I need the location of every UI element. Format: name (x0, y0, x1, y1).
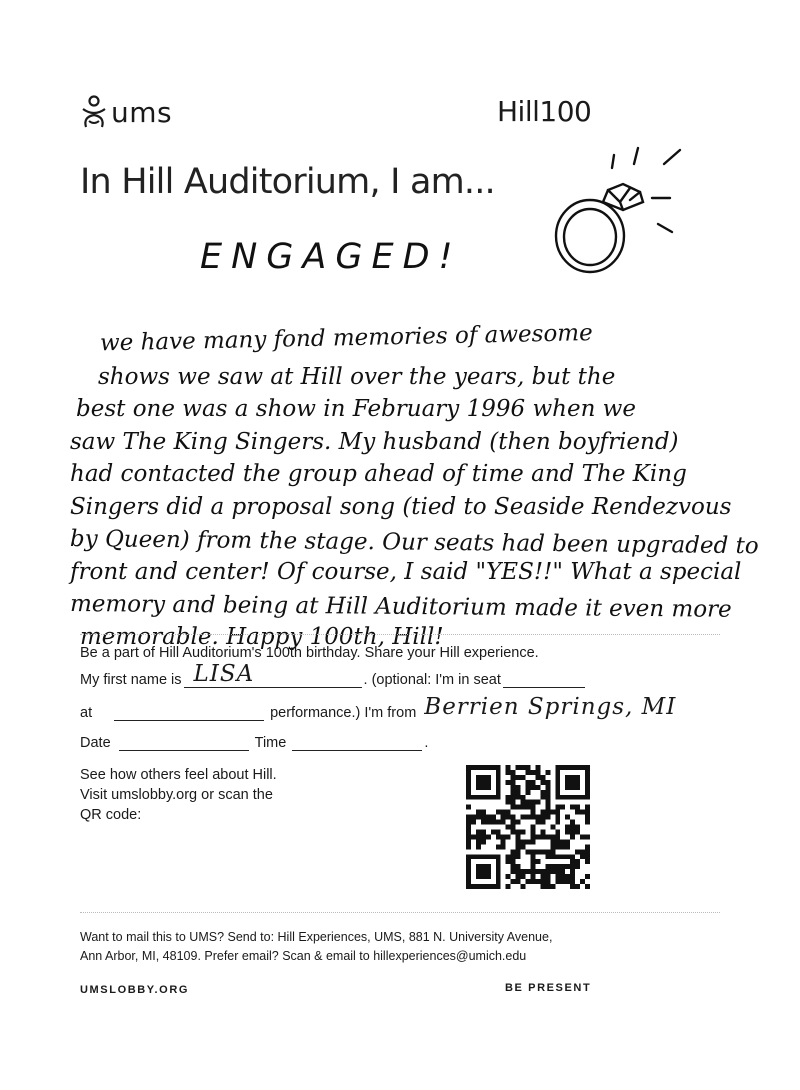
qr-code-icon[interactable] (466, 765, 590, 889)
time-field[interactable] (292, 733, 422, 751)
mail-line: Want to mail this to UMS? Send to: Hill Experiences, UMS, 881 N. University Avenue, (80, 930, 553, 944)
seat-field[interactable] (503, 670, 585, 688)
campaign-tag: Hill100 (497, 95, 592, 128)
performance-row (80, 694, 677, 721)
ums-logo (80, 92, 172, 132)
ums-figure-logo-icon (80, 95, 108, 129)
seat-label: . (optional: I'm in seat (363, 672, 501, 688)
date-time-row (80, 733, 428, 751)
mail-line: Ann Arbor, MI, 48109. Prefer email? Scan & email to hillexperiences@umich.edu (80, 949, 527, 963)
visit-instructions (80, 765, 277, 825)
performance-field[interactable] (114, 703, 264, 721)
story-line: by Queen) from the stage. Our seats had been upgraded to (69, 526, 759, 560)
footer-website[interactable]: UMSLOBBY.ORG (80, 984, 190, 996)
page-title: In Hill Auditorium, I am... (80, 162, 495, 202)
handwritten-status: ENGAGED! (200, 237, 462, 277)
story-line: saw The King Singers. My husband (then boyfriend) (70, 428, 679, 455)
name-label: My first name is (80, 672, 182, 688)
date-field[interactable] (119, 733, 249, 751)
story-line: Singers did a proposal song (tied to Seaside Rendezvous (70, 493, 732, 520)
form-intro: Be a part of Hill Auditorium's 100th birthday. Share your Hill experience. (80, 645, 539, 661)
visit-line: Visit umslobby.org or scan the (80, 787, 273, 803)
logo-text: ums (111, 95, 173, 129)
footer-tagline: BE PRESENT (505, 982, 592, 994)
hometown-value: Berrien Springs, MI (424, 694, 677, 720)
mail-instructions (80, 928, 552, 966)
visit-line: QR code: (80, 807, 142, 823)
divider (80, 912, 720, 913)
name-field[interactable] (184, 661, 362, 688)
end-period: . (424, 735, 429, 751)
date-label: Date (80, 735, 111, 751)
hometown-field[interactable] (418, 694, 677, 721)
story-line: had contacted the group ahead of time and The King (70, 461, 687, 487)
story-line: shows we saw at Hill over the years, but the (98, 363, 616, 390)
story-line: we have many fond memories of awesome (99, 320, 593, 357)
story-line: best one was a show in February 1996 when we (76, 396, 636, 422)
visit-line: See how others feel about Hill. (80, 767, 277, 783)
story-line: memory and being at Hill Auditorium made it even more (69, 591, 732, 623)
diamond-ring-icon (548, 140, 698, 285)
time-label: Time (254, 735, 287, 751)
name-row (80, 661, 587, 688)
story-line: memorable. Happy 100th, Hill! (80, 623, 444, 650)
story-line: front and center! Of course, I said "YES!!" What a special (70, 558, 742, 585)
name-value: LISA (193, 661, 255, 687)
handwritten-story (69, 320, 780, 653)
at-label: at (80, 705, 93, 721)
performance-label: performance.) I'm from (270, 705, 417, 721)
divider (80, 634, 720, 635)
